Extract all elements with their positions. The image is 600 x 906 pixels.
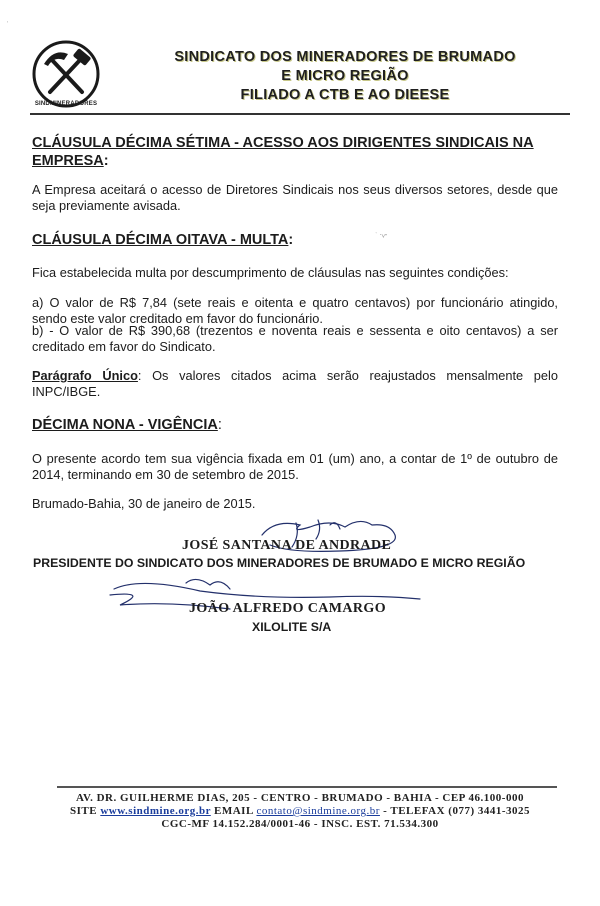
sole-paragraph-label: Parágrafo Único [32,368,138,383]
corner-mark: ˈ [6,20,9,29]
footer-address: AV. DR. GUILHERME DIAS, 205 - CENTRO - BRUMADO - BAHIA - CEP 46.100-000 [76,792,524,804]
clause17-heading-text: CLÁUSULA DÉCIMA SÉTIMA - ACESSO AOS DIRIGENTES SINDICAIS NA EMPRESA [32,135,534,169]
header-divider [30,113,570,115]
date-line: Brumado-Bahia, 30 de janeiro de 2015. [32,496,256,511]
clause18-heading [32,231,562,249]
email-link[interactable]: contato@sindmine.org.br [256,805,380,817]
site-label: SITE [69,805,98,817]
clause18-heading-text: CLÁUSULA DÉCIMA OITAVA - MULTA [32,232,289,248]
clause18-item-b: b) - O valor de R$ 390,68 (trezentos e noventa reais e sessenta e oito centavos) a ser creditado em favor do Sindicato. [32,323,558,354]
footer-divider [57,786,557,788]
clause19-heading-text: DÉCIMA NONA - VIGÊNCIA [32,417,218,433]
scan-speck: ˑ ·ᵥ- [375,230,388,239]
clause18-heading-suffix: : [288,232,294,248]
union-name-line2: E MICRO REGIÃO [281,68,409,84]
clause18-intro: Fica estabelecida multa por descumprimento de cláusulas nas seguintes condições: [32,265,509,280]
clause17-text: A Empresa aceitará o acesso de Diretores Sindicais nos seus diversos setores, desde que seja previamente avisada. [32,182,558,213]
affiliation-line: FILIADO A CTB E AO DIEESE [240,87,450,103]
sole-paragraph-text: : Os valores citados acima serão reajustados mensalmente pelo INPC/IBGE. [32,368,558,399]
pickaxe-hammer-logo-icon [30,38,102,110]
footer-contacts [40,805,560,817]
sole-paragraph [32,368,558,400]
telefax: - TELEFAX (077) 3441-3025 [383,805,531,817]
logo-label: SINDMINERADORES [34,101,98,107]
signer1-name: JOSÉ SANTANA DE ANDRADE [182,538,392,553]
clause18-item-a: a) O valor de R$ 7,84 (sete reais e oitenta e quatro centavos) por funcionário atingido, sendo este valor creditado em favor do funcionário. [32,295,558,326]
footer-registration: CGC-MF 14.152.284/0001-46 - INSC. EST. 71.534.300 [161,818,439,830]
signer2-company: XILOLITE S/A [252,620,332,634]
clause19-heading-suffix: : [217,417,222,433]
union-name-line1: SINDICATO DOS MINERADORES DE BRUMADO [174,49,516,65]
clause17-heading-suffix: : [103,153,109,169]
clause17-heading [32,134,562,170]
clause19-text: O presente acordo tem sua vigência fixada em 01 (um) ano, a contar de 1º de outubro de 2014, terminando em 30 de setembro de 2015. [32,451,558,482]
email-label: EMAIL [214,805,254,817]
signer2-name: JOÃO ALFREDO CAMARGO [189,601,386,616]
site-link[interactable]: www.sindmine.org.br [100,805,211,817]
signer1-role: PRESIDENTE DO SINDICATO DOS MINERADORES DE BRUMADO E MICRO REGIÃO [33,556,526,570]
clause19-heading [32,416,562,434]
